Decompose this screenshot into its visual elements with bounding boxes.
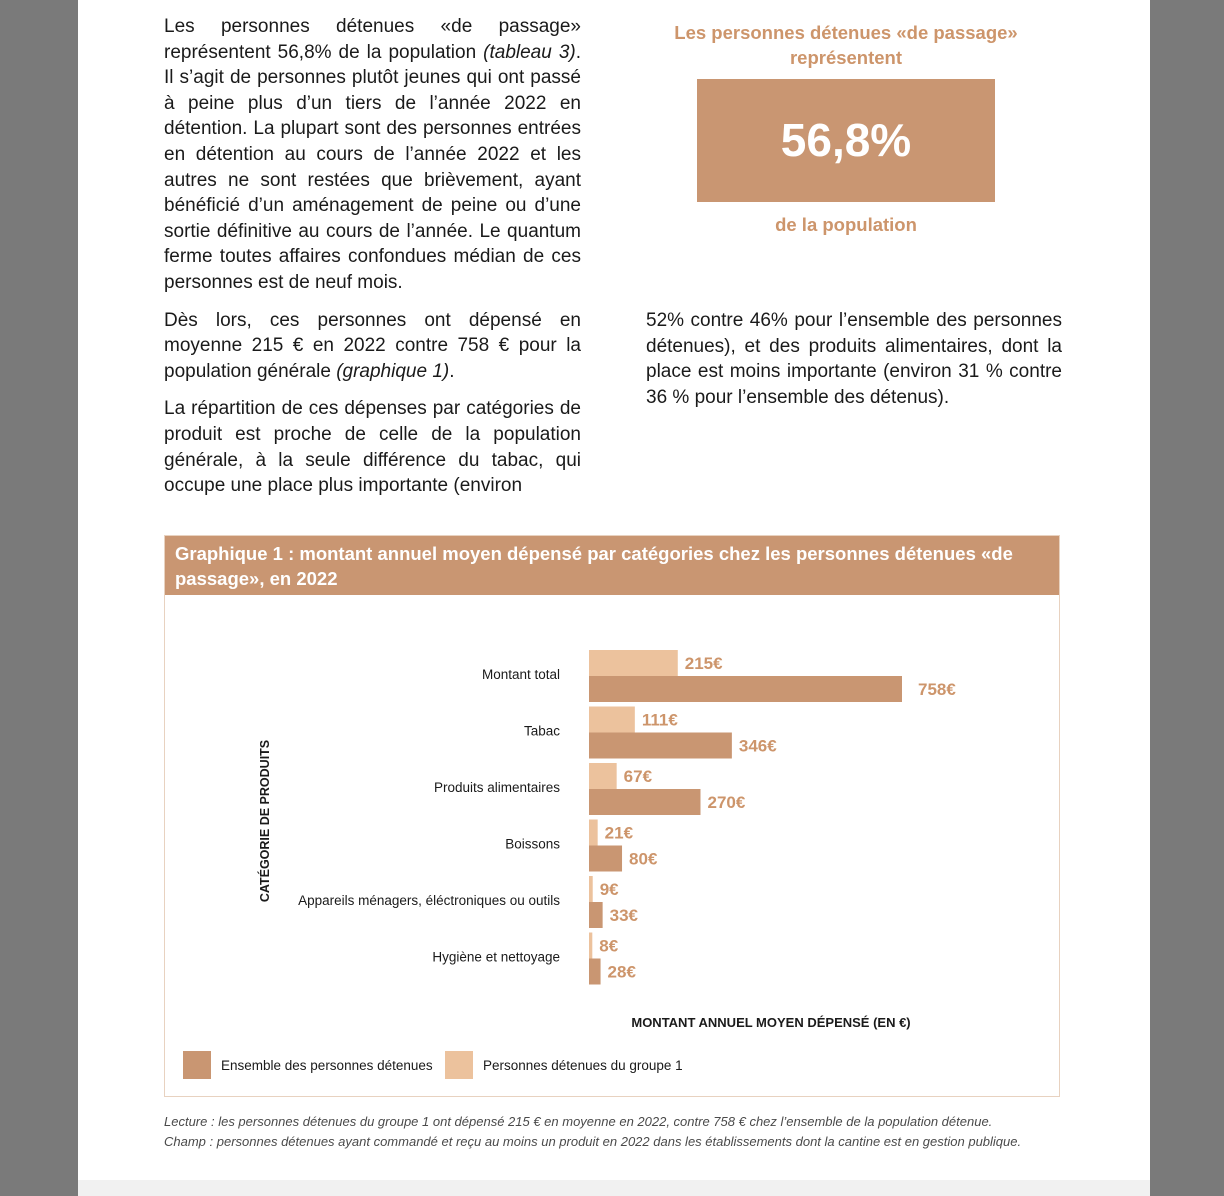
bar-ensemble — [589, 733, 732, 759]
chart-caption — [164, 1112, 1064, 1151]
category-label: Montant total — [481, 667, 560, 682]
page-bottom-edge — [78, 1180, 1150, 1196]
right-text-column — [646, 308, 1062, 410]
category-label: Tabac — [523, 723, 560, 739]
category-label: Appareils ménagers, éléctroniques ou outils — [298, 893, 560, 908]
bar-ensemble — [589, 676, 902, 702]
paragraph-passage-share — [164, 14, 581, 296]
p2-text: Dès lors, ces personnes ont dépensé en moyenne 215 € en 2022 contre 758 € pour la population générale — [164, 309, 581, 382]
p2-rest: . — [449, 360, 455, 382]
legend-swatch — [445, 1051, 473, 1079]
bar-value-label: 215€ — [684, 654, 723, 673]
bar-group1 — [589, 876, 593, 902]
bar-ensemble — [589, 789, 700, 815]
bar-ensemble — [589, 902, 603, 928]
bar-chart — [165, 595, 1059, 1095]
key-figure-callout — [646, 20, 1046, 237]
bar-group1 — [589, 650, 678, 676]
legend-swatch — [183, 1051, 211, 1079]
x-axis-title: MONTANT ANNUEL MOYEN DÉPENSÉ (EN €) — [631, 1015, 911, 1030]
bar-value-label: 8€ — [599, 936, 619, 956]
p1-text: Les personnes détenues «de passage» représentent 56,8% de la population — [164, 16, 581, 63]
bar-value-label: 758€ — [918, 680, 956, 699]
bar-group1 — [589, 763, 617, 789]
callout-value: 56,8% — [780, 114, 912, 166]
p1-reference: (tableau 3) — [483, 41, 576, 63]
callout-value-box — [697, 79, 995, 202]
legend-label: Personnes détenues du groupe 1 — [483, 1058, 683, 1073]
p3-text: La répartition de ces dépenses par catégories de produit est proche de celle de la population générale, à la seule différence du tabac, qui occupe une place plus importante (environ — [164, 398, 581, 497]
bar-value-label: 67€ — [623, 767, 653, 786]
left-text-column — [164, 14, 581, 511]
category-label: Boissons — [505, 836, 560, 852]
p2-reference: (graphique 1) — [336, 360, 450, 382]
bar-ensemble — [589, 959, 601, 985]
chart-frame — [164, 535, 1060, 1097]
callout-title: Les personnes détenues «de passage» représentent — [674, 22, 1018, 68]
paragraph-spending — [164, 308, 581, 385]
bar-value-label: 80€ — [629, 849, 658, 869]
chart-title: Graphique 1 : montant annuel moyen dépensé par catégories chez les personnes détenues «de passage», en 2022 — [165, 536, 1059, 595]
paragraph-continuation: 52% contre 46% pour l’ensemble des personnes détenues), et des produits alimentaires, dont la place est moins importante (environ 31 % contre 36 % pour l’ensemble des détenus). — [646, 310, 1062, 408]
caption-lecture: Lecture : les personnes détenues du groupe 1 ont dépensé 215 € en moyenne en 2022, contre 758 € chez l’ensemble de la population détenue. — [164, 1114, 993, 1129]
caption-champ: Champ : personnes détenues ayant commandé et reçu au moins un produit en 2022 dans les établissements dont la cantine est en gestion publique. — [164, 1133, 1022, 1149]
bar-value-label: 346€ — [738, 736, 777, 756]
callout-subtitle: de la population — [775, 214, 917, 235]
category-label: Hygiène et nettoyage — [432, 949, 560, 965]
bar-group1 — [589, 707, 635, 733]
y-axis-title: CATÉGORIE DE PRODUITS — [258, 739, 272, 903]
document-page — [78, 0, 1150, 1196]
bar-value-label: 270€ — [707, 793, 746, 812]
bar-value-label: 21€ — [604, 823, 634, 843]
bar-value-label: 33€ — [609, 906, 639, 925]
bar-group1 — [589, 933, 592, 959]
p1-rest: . Il s’agit de personnes plutôt jeunes qui ont passé à peine plus d’un tiers de l’année 2022 en détention. La plupart sont des personnes entrées en détention au cours de l’année 2022 et les autres ne sont restées que brièvement, ayant bénéficié d’un aménagement de peine ou d’une sortie définitive au cours de l’année. Le quantum ferme toutes affaires confondues médian de ces personnes est de neuf mois. — [164, 41, 581, 293]
bar-ensemble — [589, 846, 622, 872]
category-label: Produits alimentaires — [433, 780, 560, 795]
bar-value-label: 111€ — [641, 710, 678, 730]
paragraph-distribution — [164, 396, 581, 498]
legend-label: Ensemble des personnes détenues — [221, 1058, 433, 1073]
bar-value-label: 28€ — [607, 962, 636, 982]
bar-value-label: 9€ — [599, 880, 619, 899]
bar-group1 — [589, 820, 598, 846]
